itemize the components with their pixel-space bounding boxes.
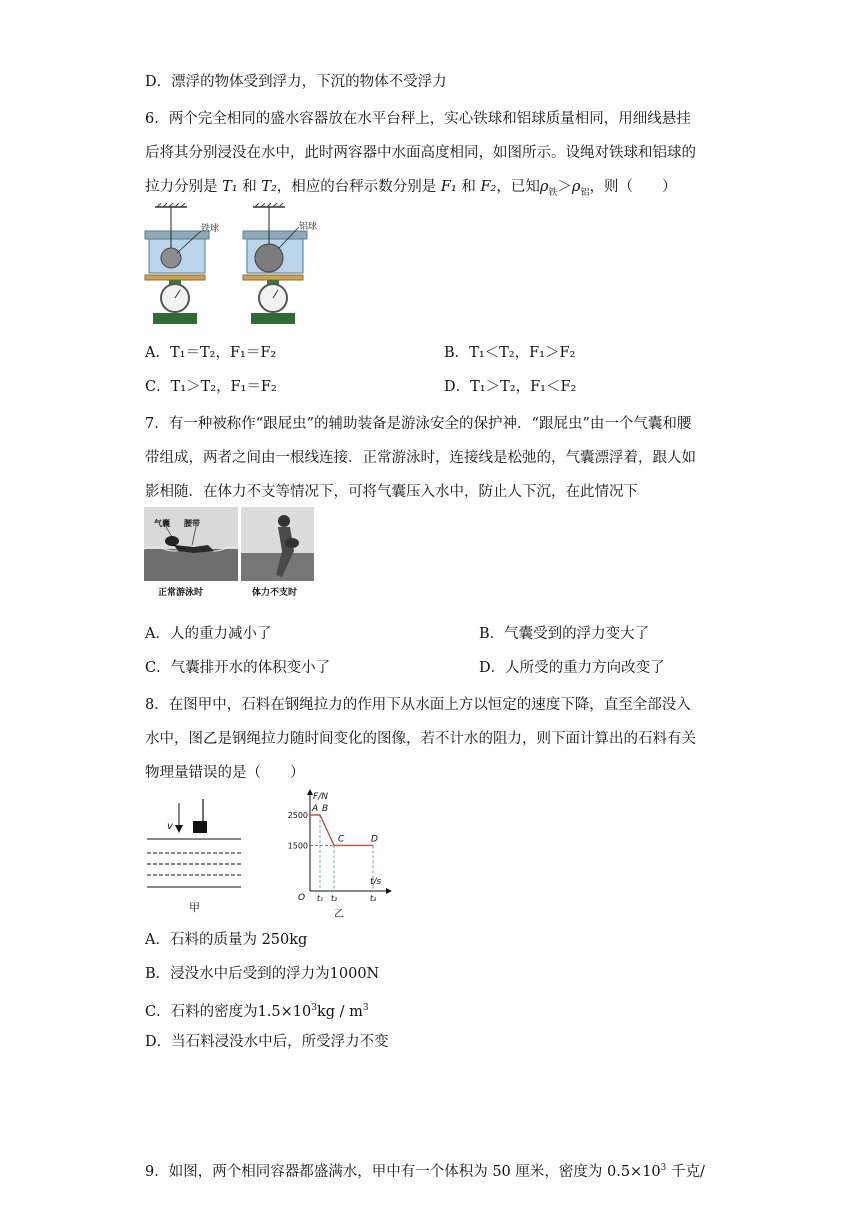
q8-option-a[interactable]: A．石料的质量为 250kg [145,932,308,948]
q8-option-d[interactable]: D．当石料浸没水中后，所受浮力不变 [145,1034,389,1050]
q6-setup-aluminum [243,203,317,324]
q6-option-b[interactable]: B．T₁＜T₂，F₁＞F₂ [444,345,576,361]
yi-caption: 乙 [334,909,344,919]
x-axis-label: t/s [370,877,382,887]
point-label-C: C [338,834,345,845]
q7-option-d[interactable]: D．人所受的重力方向改变了 [479,660,665,676]
q8-figure-jia [143,795,247,917]
exhausted-caption: 体力不支时 [252,588,298,598]
x-tick-label: t₂ [330,894,338,903]
airbag-label: 气囊 [154,519,170,528]
q6-option-a[interactable]: A．T₁＝T₂，F₁＝F₂ [145,345,277,361]
q5-option-d: D．漂浮的物体受到浮力，下沉的物体不受浮力 [145,74,447,90]
y-axis-label: F/N [313,792,328,802]
q8-stem-line-1: 8．在图甲中，石料在钢绳拉力的作用下从水面上方以恒定的速度下降，直至全部没入 [145,697,691,713]
q7-option-b[interactable]: B．气囊受到的浮力变大了 [479,626,650,642]
point-label-B: B [322,804,329,814]
point-label-A: A [312,804,319,814]
jia-caption: 甲 [189,901,200,914]
q7-option-a[interactable]: A．人的重力减小了 [145,626,272,642]
velocity-label: v [167,821,173,832]
q8-stem-line-2: 水中，图乙是钢绳拉力随时间变化的图像，若不计水的阻力，则下面计算出的石料有关 [145,731,696,747]
origin-label: O [298,893,306,903]
q6-stem-line-2: 后将其分别浸没在水中，此时两容器中水面高度相同，如图所示。设绳对铁球和铝球的 [145,145,696,161]
t2-symbol: T₂ [261,179,277,195]
q8-option-b[interactable]: B．浸没水中后受到的浮力为1000N [145,966,380,982]
y-tick-label: 1500 [287,841,308,851]
q6-stem-line-3: 拉力分别是 T₁ 和 T₂，相应的台秤示数分别是 F₁ 和 F₂，已知$\rho_铁>\rho_铝$，则（ ） [145,179,677,198]
q7-option-c[interactable]: C．气囊排开水的体积变小了 [145,660,331,676]
x-tick-label: t₁ [316,894,324,903]
q7-stem-line-1: 7．有一种被称作“跟屁虫”的辅助装备是游泳安全的保护神．“跟屁虫”由一个气囊和腰 [145,416,692,432]
normal-swim-caption: 正常游泳时 [158,588,204,598]
y-tick-label: 2500 [287,811,308,820]
q7-stem-line-2: 带组成，两者之间由一根线连接．正常游泳时，连接线是松弛的，气囊漂浮着，跟人如 [145,450,696,466]
iron-ball-label: 铁球 [201,224,220,234]
q6-figure [143,203,323,328]
q7-stem-line-3: 影相随．在体力不支等情况下，可将气囊压入水中，防止人下沉，在此情况下 [145,484,638,500]
q8-stem-line-3: 物理量错误的是（ ） [145,765,305,781]
q6-option-d[interactable]: D．T₁＞T₂，F₁＜F₂ [444,379,577,395]
f1-symbol: F₁ [440,179,457,195]
q6-stem-line-1: 6．两个完全相同的盛水容器放在水平台秤上，实心铁球和铝球质量相同，用细线悬挂 [145,111,691,127]
q6-setup-iron [145,203,219,324]
aluminum-ball-label: 铝球 [299,222,318,232]
q9-stem-line-1: 9．如图，两个相同容器都盛满水，甲中有一个体积为 50 厘米，密度为 $0.5\times 10^3$ 千克/ [145,1163,705,1180]
q8-figure-yi-chart [278,787,402,919]
belt-label: 腰带 [184,519,200,528]
q7-figure [144,507,314,613]
f2-symbol: F₂ [480,179,497,195]
q6-option-c[interactable]: C．T₁＞T₂，F₁＝F₂ [145,379,277,395]
t1-symbol: T₁ [222,179,238,195]
point-label-D: D [371,834,378,845]
x-tick-label: t₃ [369,894,377,903]
q8-option-c[interactable]: C．石料的密度为$1.5\times 10^3kg / m^3$ [145,1003,369,1020]
